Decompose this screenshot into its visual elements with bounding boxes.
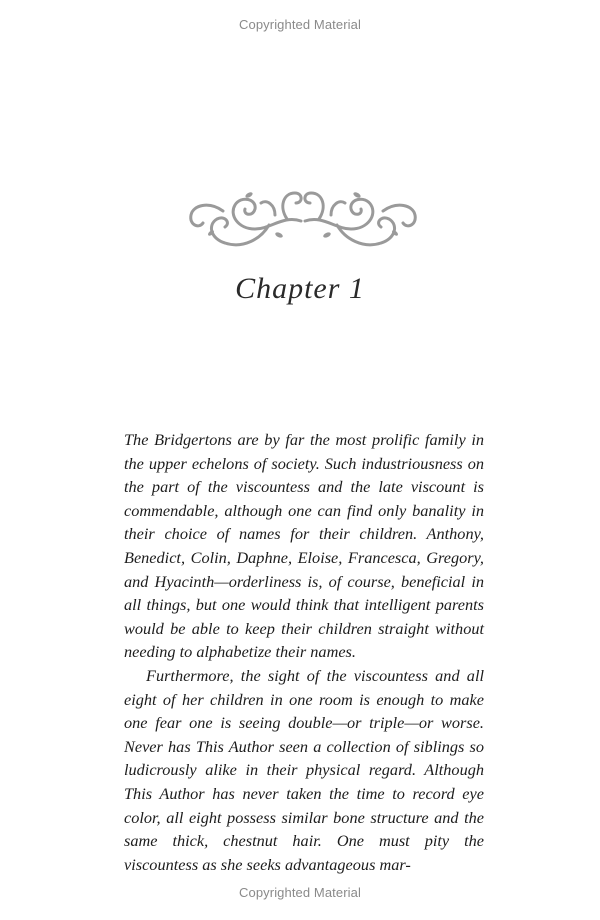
copyright-watermark-bottom: Copyrighted Material	[239, 885, 361, 900]
paragraph-2: Furthermore, the sight of the viscountess and all eight of her children in one room is enough to make one fear one is seeing double—or triple—or worse. Never has This Author seen a collection of siblings so ludicrously alike in their physical regard. Although This Author has never taken the time to record eye color, all eight possess similar bone structure and the same thick, chestnut hair. One must pity the viscountess as she seeks advantageous mar-	[124, 665, 484, 874]
paragraph-1: The Bridgertons are by far the most prolific family in the upper echelons of society. Such industriousness on the part of the viscountess and the late viscount is commendable, although one can find only banality in their choice of names for their children. Anthony, Benedict, Colin, Daphne, Eloise, Francesca, Gregory, and Hyacinth—orderliness is, of course, beneficial in all things, but one would think that intelligent parents would be able to keep their children straight without needing to alphabetize their names.	[124, 430, 484, 662]
flourish-ornament-icon	[183, 185, 423, 257]
chapter-body	[124, 428, 484, 876]
chapter-heading: Chapter 1	[235, 272, 365, 305]
copyright-watermark-top: Copyrighted Material	[239, 17, 361, 32]
